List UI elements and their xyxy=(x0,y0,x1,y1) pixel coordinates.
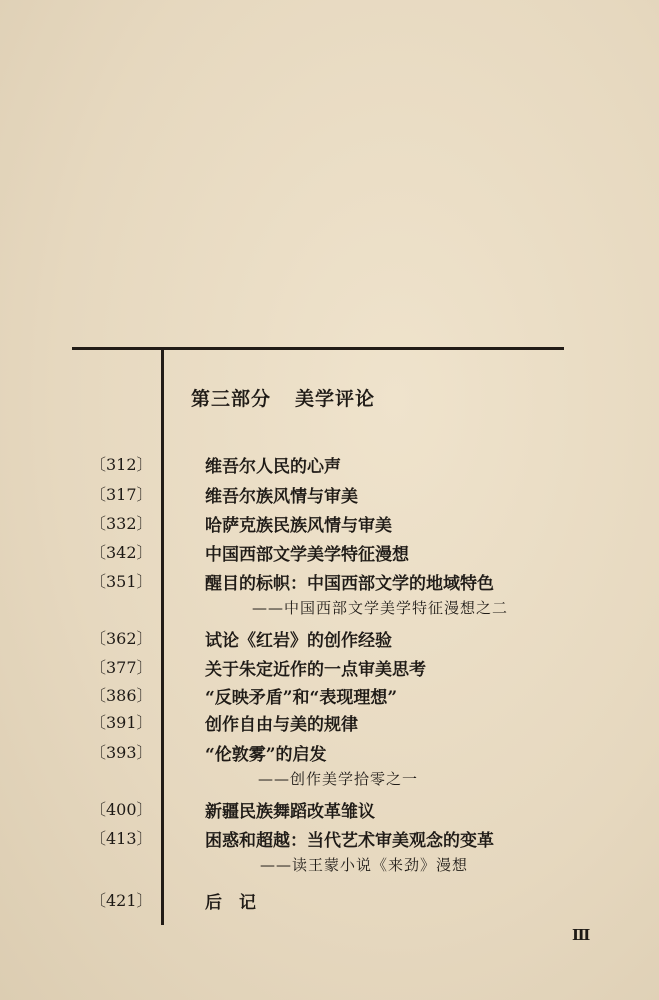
section-heading xyxy=(191,384,375,411)
toc-entry xyxy=(0,569,659,599)
entry-title[interactable]: 维吾尔人民的心声 xyxy=(205,457,341,477)
page-number: 〔332〕 xyxy=(90,514,153,533)
entry-subtitle: ——创作美学拾零之一 xyxy=(258,770,419,788)
section-part: 第三部分 xyxy=(191,388,272,410)
toc-entry xyxy=(0,482,659,512)
page-number: 〔400〕 xyxy=(90,800,153,819)
page-number: 〔413〕 xyxy=(90,829,153,848)
entry-subtitle: ——读王蒙小说《来劲》漫想 xyxy=(260,856,469,874)
page-number: 〔393〕 xyxy=(90,743,153,762)
entry-title[interactable]: 关于朱定近作的一点审美思考 xyxy=(205,660,426,680)
entry-title[interactable]: 维吾尔族风情与审美 xyxy=(205,487,358,507)
entry-title[interactable]: “反映矛盾”和“表现理想” xyxy=(205,688,398,708)
entry-title[interactable]: 试论《红岩》的创作经验 xyxy=(205,631,392,651)
page-number: 〔386〕 xyxy=(90,686,153,705)
toc-entry-subtitle xyxy=(0,768,659,798)
entry-title[interactable]: 中国西部文学美学特征漫想 xyxy=(205,545,409,565)
toc-entry xyxy=(0,655,659,685)
toc-entry xyxy=(0,740,659,770)
entry-subtitle: ——中国西部文学美学特征漫想之二 xyxy=(252,599,509,617)
entry-title[interactable]: 新疆民族舞蹈改革雏议 xyxy=(205,802,375,822)
page-number: 〔342〕 xyxy=(90,543,153,562)
entry-title[interactable]: 后 记 xyxy=(205,893,256,913)
toc-entry-subtitle xyxy=(0,854,659,884)
toc-entry xyxy=(0,826,659,856)
toc-entry xyxy=(0,540,659,570)
page-number: 〔391〕 xyxy=(90,713,153,732)
page-number: 〔421〕 xyxy=(90,891,153,910)
page-folio: Ⅲ xyxy=(572,926,591,944)
toc-entry xyxy=(0,511,659,541)
toc-entry xyxy=(0,797,659,827)
toc-entry xyxy=(0,452,659,482)
page-number: 〔362〕 xyxy=(90,629,153,648)
page-number: 〔312〕 xyxy=(90,455,153,474)
page-number: 〔351〕 xyxy=(90,572,153,591)
page-number: 〔317〕 xyxy=(90,485,153,504)
entry-title[interactable]: 创作自由与美的规律 xyxy=(205,715,358,735)
toc-entry-subtitle xyxy=(0,597,659,627)
entry-title[interactable]: 醒目的标帜：中国西部文学的地域特色 xyxy=(205,574,494,594)
toc-entry xyxy=(0,710,659,740)
entry-title[interactable]: 困惑和超越：当代艺术审美观念的变革 xyxy=(205,831,494,851)
toc-entry xyxy=(0,626,659,656)
entry-title[interactable]: 哈萨克族民族风情与审美 xyxy=(205,516,392,536)
toc-entry xyxy=(0,683,659,713)
toc-entry xyxy=(0,888,659,918)
section-name: 美学评论 xyxy=(295,388,376,410)
horizontal-rule xyxy=(72,347,564,350)
entry-title[interactable]: “伦敦雾”的启发 xyxy=(205,745,327,765)
page-number: 〔377〕 xyxy=(90,658,153,677)
